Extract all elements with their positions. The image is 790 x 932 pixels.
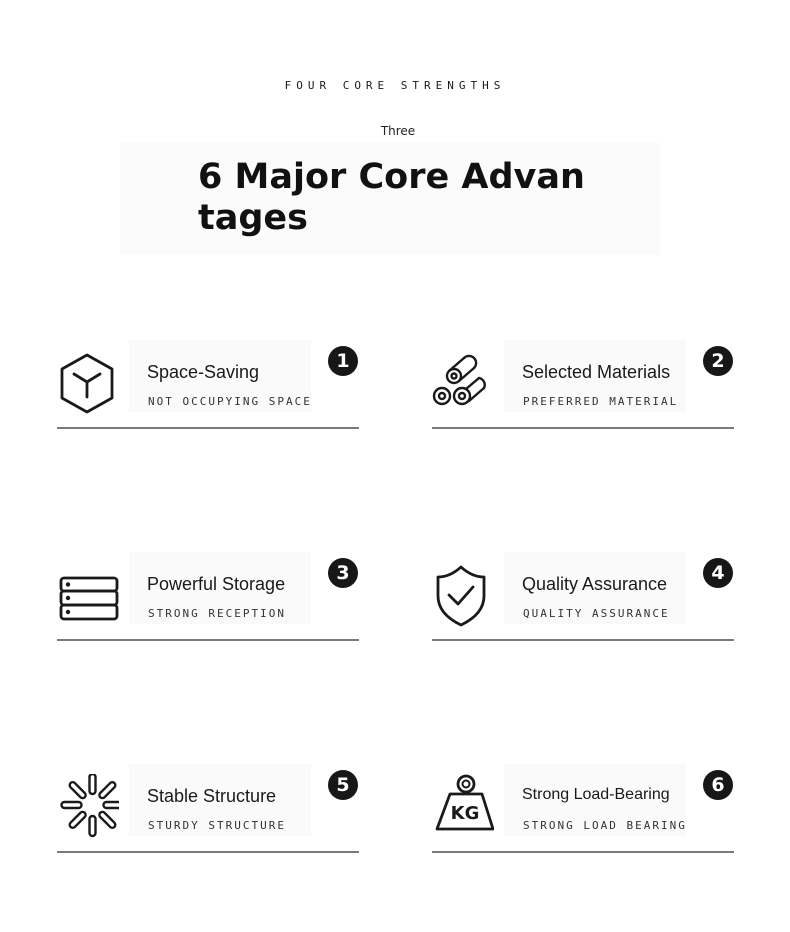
- feature-number-badge: 5: [328, 770, 358, 800]
- section-eyebrow: FOUR CORE STRENGTHS: [284, 79, 506, 92]
- feature-subtitle: STURDY STRUCTURE: [148, 819, 286, 832]
- feature-powerful-storage: [57, 552, 359, 642]
- feature-stable-structure: [57, 764, 359, 854]
- divider: [432, 851, 734, 853]
- feature-space-saving: [57, 340, 359, 430]
- kg-label: KG: [450, 803, 480, 824]
- storage-stack-icon: [57, 562, 119, 628]
- feature-selected-materials: [432, 340, 734, 430]
- feature-title: Space-Saving: [147, 362, 260, 382]
- section-kicker: Three: [380, 124, 416, 138]
- feature-number-badge: 4: [703, 558, 733, 588]
- divider: [57, 639, 359, 641]
- feature-number-badge: 6: [703, 770, 733, 800]
- shield-check-icon: [432, 562, 494, 628]
- divider: [57, 851, 359, 853]
- feature-subtitle: PREFERRED MATERIAL: [523, 395, 679, 408]
- feature-subtitle: NOT OCCUPYING SPACE: [148, 395, 312, 408]
- feature-title: Stable Structure: [147, 786, 277, 806]
- feature-subtitle: QUALITY ASSURANCE: [523, 607, 670, 620]
- divider: [432, 639, 734, 641]
- radial-burst-icon: [57, 774, 119, 840]
- feature-title: Powerful Storage: [147, 574, 286, 594]
- feature-subtitle: STRONG LOAD BEARING: [523, 819, 687, 832]
- kg-weight-icon: [432, 774, 494, 840]
- divider: [432, 427, 734, 429]
- cube-icon: [57, 350, 119, 416]
- feature-number-badge: 2: [703, 346, 733, 376]
- page-title: 6 Major Core Advantages: [198, 157, 585, 238]
- feature-quality-assurance: [432, 552, 734, 642]
- feature-strong-load-bearing: [432, 764, 734, 854]
- wood-logs-icon: [432, 350, 494, 416]
- feature-number-badge: 3: [328, 558, 358, 588]
- feature-title: Selected Materials: [522, 362, 671, 382]
- feature-subtitle: STRONG RECEPTION: [148, 607, 286, 620]
- feature-number-badge: 1: [328, 346, 358, 376]
- feature-title: Strong Load-Bearing: [522, 786, 670, 803]
- feature-title: Quality Assurance: [522, 574, 668, 594]
- divider: [57, 427, 359, 429]
